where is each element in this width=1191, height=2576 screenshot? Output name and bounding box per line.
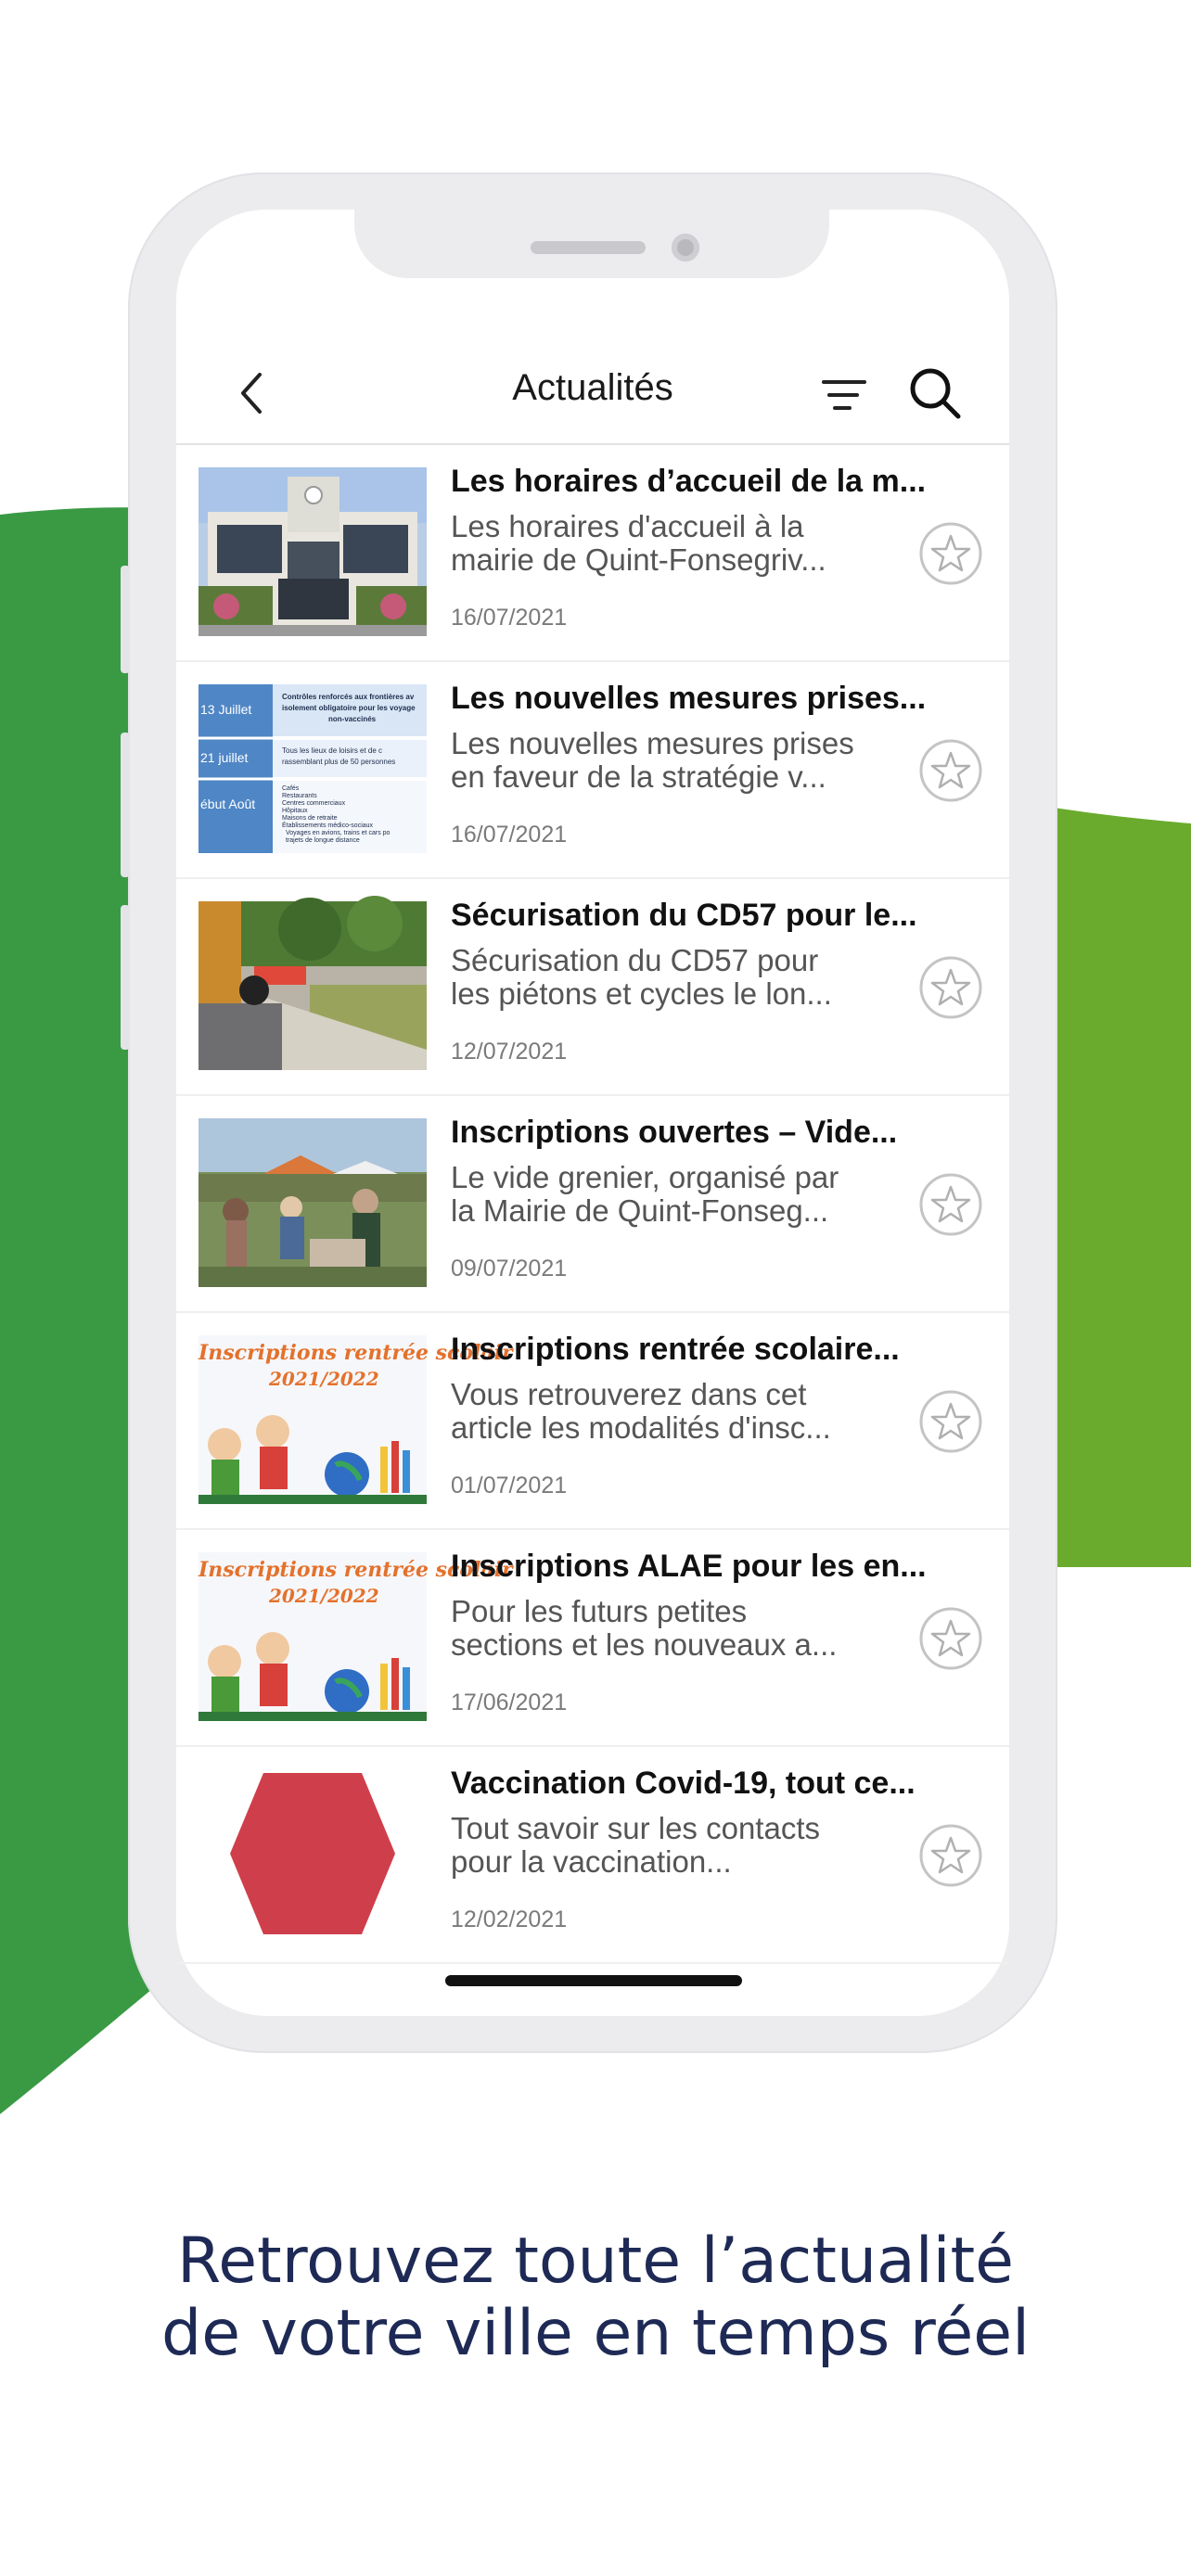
news-title: Inscriptions rentrée scolaire...: [451, 1332, 900, 1367]
news-date: 09/07/2021: [451, 1256, 568, 1282]
svg-text:non-vaccinés: non-vaccinés: [328, 715, 377, 723]
search-icon[interactable]: [907, 365, 963, 421]
svg-text:21 juillet: 21 juillet: [200, 750, 249, 765]
phone-side-button: [121, 905, 130, 1050]
news-date: 01/07/2021: [451, 1473, 568, 1498]
news-title: Les horaires d’accueil de la m...: [451, 464, 927, 499]
news-description: Les nouvelles mesures prises en faveur de la stratégie v...: [451, 726, 854, 794]
star-outline-icon[interactable]: [918, 1606, 983, 1671]
star-outline-icon[interactable]: [918, 738, 983, 803]
navigation-bar: [176, 339, 1009, 445]
phone-side-button: [121, 733, 130, 877]
news-description: Vous retrouverez dans cet article les modalités d'insc...: [451, 1377, 831, 1445]
notch: [354, 210, 829, 278]
news-item[interactable]: [176, 445, 1009, 662]
news-date: 12/07/2021: [451, 1039, 568, 1065]
svg-text:Inscriptions rentrée scolair: Inscriptions rentrée scolair: [198, 1341, 513, 1365]
svg-text:Voyages en avions, trains et c: Voyages en avions, trains et cars po: [286, 830, 391, 836]
news-thumbnail-town-hall: [198, 467, 427, 636]
svg-text:ébut Août: ébut Août: [200, 797, 256, 811]
svg-text:Hôpitaux: Hôpitaux: [282, 808, 308, 814]
svg-text:Centres commerciaux: Centres commerciaux: [282, 800, 346, 807]
star-outline-icon[interactable]: [918, 1823, 983, 1888]
home-indicator[interactable]: [445, 1975, 742, 1986]
svg-text:Maisons de retraite: Maisons de retraite: [282, 815, 338, 822]
news-thumbnail-road-works: [198, 901, 427, 1070]
news-title: Vaccination Covid-19, tout ce...: [451, 1766, 916, 1801]
speaker: [531, 241, 646, 254]
caption-line: Retrouvez toute l’actualité: [177, 2225, 1014, 2298]
news-item[interactable]: [176, 662, 1009, 879]
news-item[interactable]: [176, 1747, 1009, 1964]
svg-text:Contrôles renforcés aux fronti: Contrôles renforcés aux frontières av: [282, 693, 415, 701]
svg-text:13 Juillet: 13 Juillet: [200, 702, 252, 717]
star-outline-icon[interactable]: [918, 1172, 983, 1237]
news-title: Les nouvelles mesures prises...: [451, 681, 927, 716]
svg-text:Restaurants: Restaurants: [282, 793, 317, 799]
news-date: 16/07/2021: [451, 605, 568, 631]
caption-line: de votre ville en temps réel: [161, 2297, 1030, 2370]
news-title: Inscriptions ALAE pour les en...: [451, 1549, 927, 1584]
news-item[interactable]: [176, 1530, 1009, 1747]
news-item[interactable]: [176, 1096, 1009, 1313]
news-date: 16/07/2021: [451, 822, 568, 848]
news-title: Inscriptions ouvertes – Vide...: [451, 1115, 898, 1150]
svg-text:Cafés: Cafés: [282, 785, 300, 792]
news-description: Les horaires d'accueil à la mairie de Quint-Fonsegriv...: [451, 509, 826, 577]
news-description: Pour les futurs petites sections et les nouveaux a...: [451, 1594, 838, 1662]
news-item[interactable]: [176, 1313, 1009, 1530]
phone-side-button: [121, 566, 130, 673]
news-description: Tout savoir sur les contacts pour la vaccination...: [451, 1811, 820, 1879]
news-description: Sécurisation du CD57 pour les piétons et cycles le lon...: [451, 943, 832, 1011]
svg-text:Inscriptions rentrée scolair: Inscriptions rentrée scolair: [198, 1558, 513, 1582]
news-list: [176, 445, 1009, 1964]
sort-icon[interactable]: [822, 376, 866, 414]
star-outline-icon[interactable]: [918, 1389, 983, 1454]
star-outline-icon[interactable]: [918, 955, 983, 1020]
news-date: 12/02/2021: [451, 1906, 568, 1932]
svg-text:2021/2022: 2021/2022: [269, 1585, 379, 1607]
news-description: Le vide grenier, organisé par la Mairie de Quint-Fonseg...: [451, 1160, 839, 1228]
news-date: 17/06/2021: [451, 1690, 568, 1715]
svg-text:trajets de longue distance: trajets de longue distance: [286, 837, 360, 844]
svg-text:2021/2022: 2021/2022: [269, 1368, 379, 1390]
app-screen: [176, 210, 1009, 2016]
star-outline-icon[interactable]: [918, 521, 983, 586]
svg-text:Tous les lieux de loisirs et d: Tous les lieux de loisirs et de c: [282, 746, 383, 755]
promo-caption: [0, 2225, 1191, 2370]
page-title: Actualités: [512, 367, 673, 408]
news-thumbnail-measures-table: [198, 684, 427, 853]
news-title: Sécurisation du CD57 pour le...: [451, 898, 917, 933]
news-thumbnail-red-octagon: [198, 1769, 427, 1938]
news-item[interactable]: [176, 879, 1009, 1096]
svg-text:rassemblant plus de 50 personn: rassemblant plus de 50 personnes: [282, 758, 396, 766]
news-thumbnail-flea-market: [198, 1118, 427, 1287]
svg-text:isolement obligatoire pour les: isolement obligatoire pour les voyage: [282, 704, 416, 712]
phone-frame: [128, 172, 1057, 2053]
green-shape-right: [1048, 807, 1191, 1567]
svg-text:Établissements médico-sociaux: Établissements médico-sociaux: [282, 823, 374, 829]
front-camera: [672, 234, 699, 261]
